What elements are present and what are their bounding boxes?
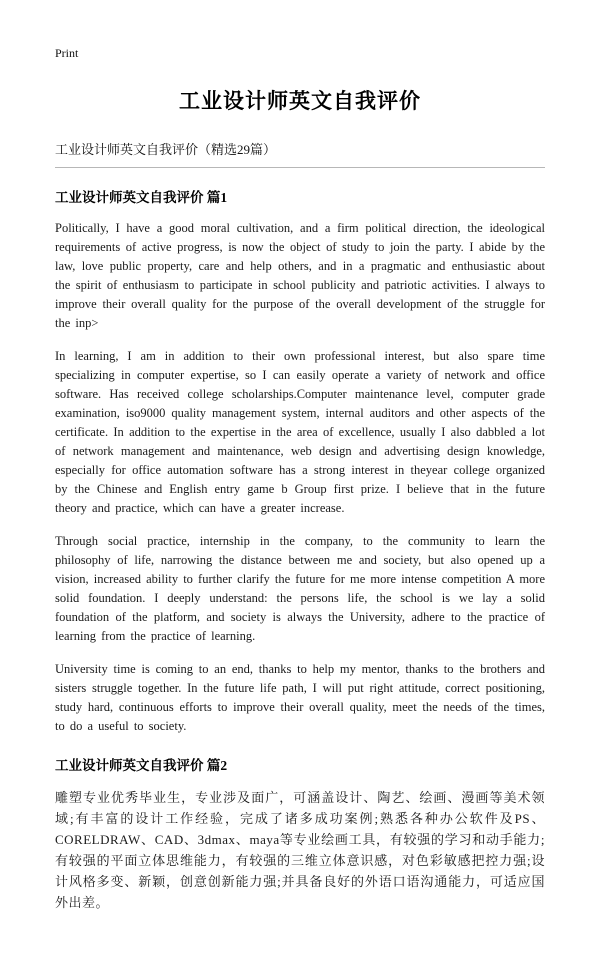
page-title: 工业设计师英文自我评价 [179, 89, 421, 113]
print-link[interactable]: Print [55, 46, 79, 60]
section-heading-1: 工业设计师英文自我评价 篇1 [55, 190, 228, 205]
section-heading-2: 工业设计师英文自我评价 篇2 [55, 758, 228, 773]
paragraph: 雕塑专业优秀毕业生，专业涉及面广，可涵盖设计、陶艺、绘画、漫画等美术领域;有丰富的设计工作经验，完成了诸多成功案例;熟悉各种办公软件及PS、CORELDRAW、CAD、3dmax、maya等专业绘画工具，有较强的学习和动手能力;有较强的平面立体思维能力，有较强的三维立体意识感，对色彩敏感把控力强;设计风格多变、新颖，创意创新能力强;并具备良好的外语口语沟通能力，可适应国外出差。 [55, 790, 545, 911]
paragraph: Politically, I have a good moral cultivation, and a firm political direction, the ideological requirements of active progress, is now the object of study to join the party. I abide by the law, love public property, care and help others, and in a pragmatic and enthusiastic about the spirit of enthusiasm to participate in school publicity and patriotic activities. I always to improve their overall quality for the purpose of the overall development of the struggle for the inp> [55, 221, 545, 330]
document-subtitle: 工业设计师英文自我评价（精选29篇） [55, 139, 545, 168]
paragraph: Through social practice, internship in the company, to the community to learn the philosophy of life, narrowing the distance between me and society, but also opened up a vision, increased ability to further clarify the future for me more intense competition A more solid foundation. I deeply understand: the persons life, the school is we lay a solid foundation of the platform, and society is always the University, adhere to the practice of learning from the practice of learning. [55, 534, 546, 643]
paragraph: In learning, I am in addition to their own professional interest, but also spare time specializing in computer expertise, so I can easily operate a variety of network and office software. Has received college scholarships.Computer maintenance level, computer grade examination, iso9000 quality management system, internal auditors and other aspects of the certificate. In addition to the expertise in the area of excellence, usually I also dabbled a lot of network management and maintenance, web design and advertising design knowledge, especially for office automation software has a strong interest in theyear college organized by the Chinese and English entry game b Group first prize. I believe that in the future theory and practice, which can have a greater increase. [55, 349, 545, 515]
paragraph: University time is coming to an end, thanks to help my mentor, thanks to the brothers and sisters struggle together. In the future life path, I will put right attitude, correct positioning, study hard, continuous efforts to improve their overall quality, meet the needs of the times, to do a useful to society. [55, 662, 545, 733]
